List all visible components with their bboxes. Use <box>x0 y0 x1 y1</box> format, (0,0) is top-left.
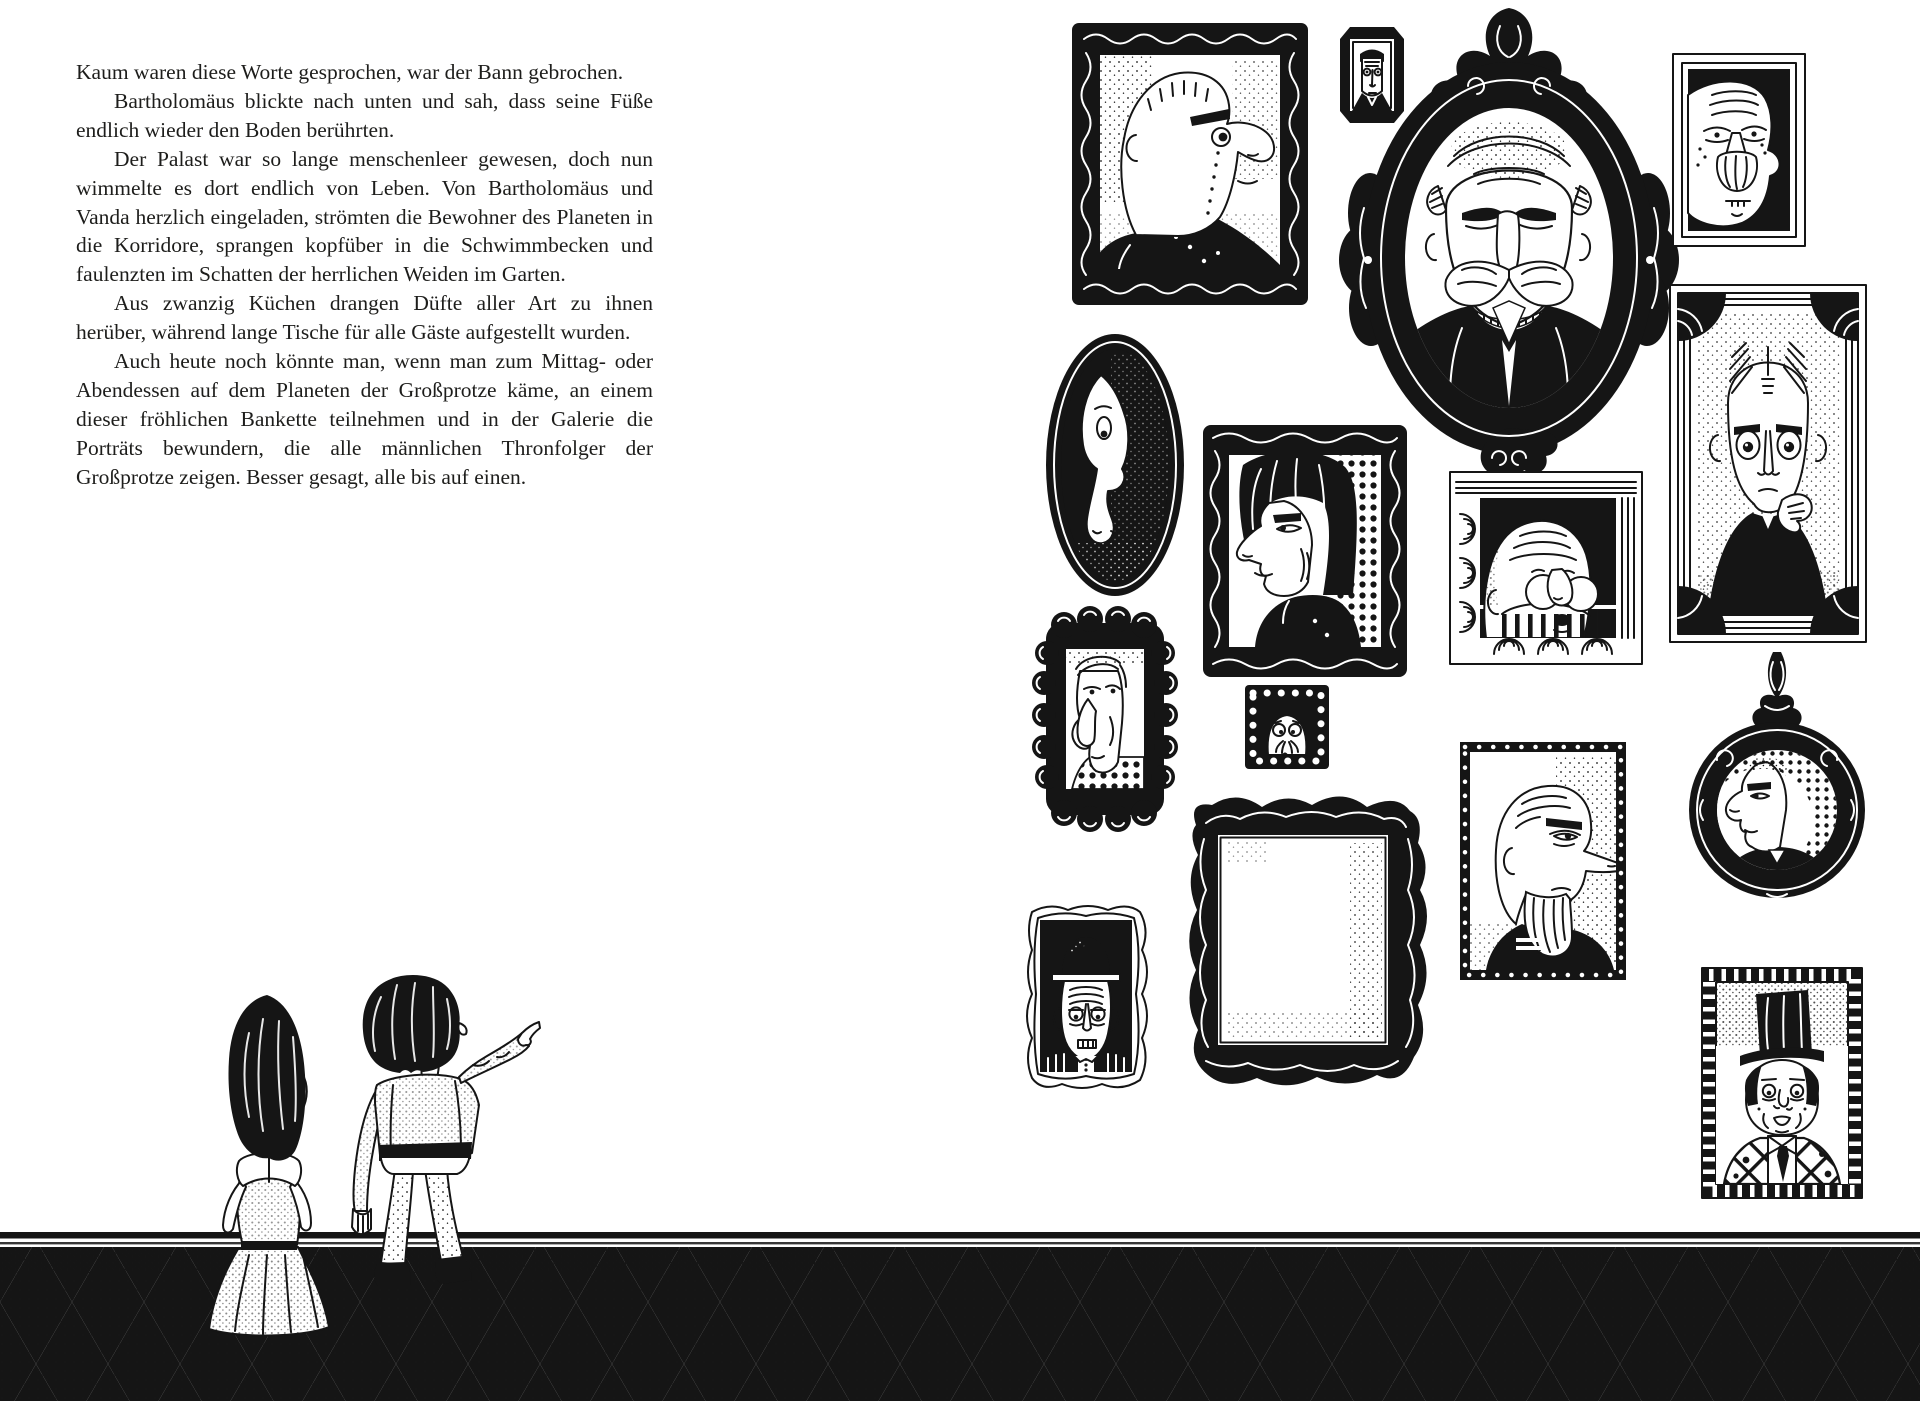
portrait-frame-pendant <box>1689 652 1865 898</box>
portrait-frame-hooknose <box>1072 23 1308 305</box>
paragraph: Der Palast war so lange menschenleer gewesen, doch nun wimmelte es dort endlich von Leben. Von Bartholomäus und Vanda herzlich eingeladen, strömten die Bewohner des Planeten in die Korridore, sprangen kopfüber in die Schwimmbecken und faulenzten im Schatten der herrlichen Weiden im Garten. <box>76 146 653 287</box>
figure-girl <box>209 995 329 1336</box>
portrait-frame-beard <box>1460 742 1626 980</box>
portrait-frame-tiny <box>1340 27 1404 123</box>
paragraph: Aus zwanzig Küchen drangen Düfte aller Art zu ihnen herüber, während lange Tische für alle Gäste aufgestellt wurden. <box>76 291 653 345</box>
paragraph: Kaum waren diese Worte gesprochen, war der Bann gebrochen. <box>76 60 624 84</box>
paragraph: Auch heute noch könnte man, wenn man zum Mittag- oder Abendessen auf dem Planeten der Großprotze käme, an einem dieser fröhlichen Bankette teilnehmen und in der Galerie die Porträts bewundern, die alle männlichen Thronfolger der Großprotze zeigen. Besser gesagt, alle bis auf einen. <box>76 349 653 489</box>
portrait-gallery <box>1027 8 1866 1198</box>
paragraph: Bartholomäus blickte nach unten und sah, dass seine Füße endlich wieder den Boden berührten. <box>76 88 653 142</box>
portrait-frame-glasses <box>1450 472 1642 664</box>
portrait-frame-stern <box>1670 285 1866 642</box>
portrait-frame-ovalnose <box>1046 334 1184 596</box>
empty-portrait-frame <box>1189 796 1427 1085</box>
portrait-frame-blackhair <box>1203 425 1407 677</box>
figure-boy-pointing <box>352 975 540 1286</box>
portrait-frame-bowler <box>1027 906 1147 1088</box>
portrait-frame-tophat <box>1702 968 1862 1198</box>
portrait-frame-grumpy <box>1673 54 1805 246</box>
portrait-frame-creature <box>1245 685 1329 769</box>
portrait-frame-droopy <box>1032 606 1178 832</box>
